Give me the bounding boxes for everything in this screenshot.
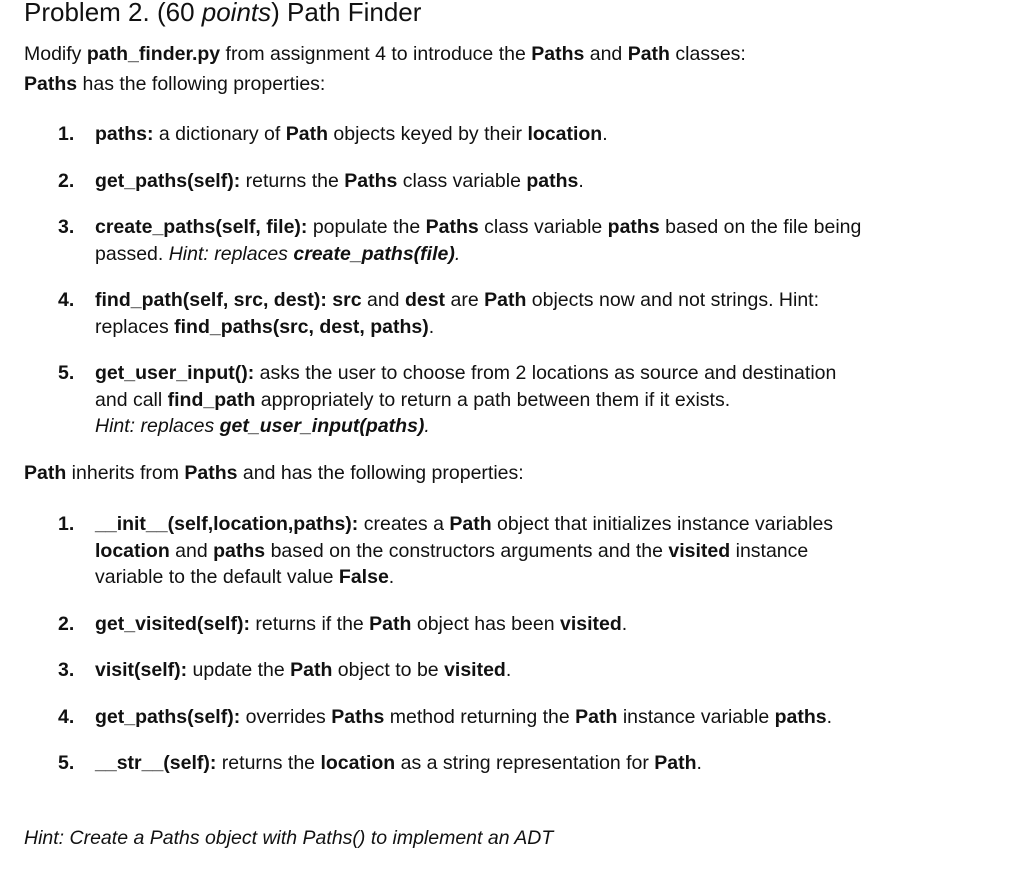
bold-term: Paths [184, 462, 238, 484]
bold-term: visited [559, 613, 622, 635]
bold-term: visit(self): [95, 659, 188, 681]
item-number: 5. [58, 362, 75, 384]
bold-term: Paths [331, 706, 385, 728]
item-number: 5. [58, 752, 75, 774]
text-run: returns the [216, 752, 321, 774]
bold-term: location [95, 539, 170, 562]
bold-term: __str__(self): [95, 752, 217, 774]
final-hint: Hint: Create a Paths object with Paths() to implement an ADT [24, 827, 554, 849]
bold-term: Path [575, 706, 618, 728]
bold-term: dest [404, 289, 446, 311]
text-run: a dictionary of [153, 123, 286, 145]
text-run: . [696, 752, 702, 774]
item-number: 2. [58, 170, 75, 192]
bold-term: get_paths(self): [95, 706, 241, 728]
text-run: variable to the default value [95, 566, 339, 588]
bold-term: src [332, 289, 362, 311]
bold-term: Path [369, 613, 412, 635]
bold-term: __init__(self,location,paths): [95, 513, 359, 535]
text-run: based on the constructors arguments and the [265, 539, 669, 562]
bold-term: Path [290, 659, 333, 681]
text-run: object has been [411, 613, 560, 635]
bold-term: Path [285, 123, 328, 145]
item-line [95, 121, 975, 148]
bold-term: Path [627, 43, 670, 65]
text-run: . [602, 123, 608, 145]
bold-term: create_paths(self, file): [95, 216, 308, 238]
item-line [95, 168, 975, 195]
bold-term: get_visited(self): [95, 613, 250, 635]
title-points: points [201, 0, 272, 27]
bold-term: get_user_input(): [95, 362, 255, 384]
bold-term: find_path(self, src, dest): [95, 289, 327, 311]
item-content [95, 360, 975, 440]
item-content [95, 750, 975, 777]
path-heading [24, 460, 524, 486]
item-line [95, 657, 975, 684]
text-run: . [388, 566, 395, 588]
text-run: and [169, 539, 214, 562]
bold-term: Paths [531, 43, 585, 65]
text-run: returns the [240, 170, 345, 192]
bold-term: location [527, 123, 603, 145]
item-line [95, 413, 975, 440]
bold-term: location [320, 752, 396, 774]
text-run: appropriately to return a path between them if it exists. [255, 388, 731, 411]
item-line [95, 214, 975, 241]
intro-line [24, 41, 746, 67]
item-content [95, 611, 975, 638]
item-line [95, 611, 975, 638]
item-line [95, 314, 975, 341]
text-run: and [584, 43, 628, 65]
bold-term: False [338, 566, 389, 588]
bold-term: get_user_input(paths) [219, 415, 425, 437]
item-content [95, 657, 975, 684]
text-run: populate the [307, 216, 426, 238]
problem-title [24, 0, 421, 28]
text-run: Modify [24, 43, 87, 65]
item-content [95, 214, 975, 267]
text-run: objects now and not strings. Hint: [526, 289, 820, 311]
bold-term: paths [213, 539, 266, 562]
text-run: . [826, 706, 833, 728]
bold-term: paths [774, 706, 827, 728]
bold-term: visited [444, 659, 506, 681]
bold-term: get_paths(self): [95, 170, 241, 192]
paths-heading [24, 71, 325, 97]
bold-term: Paths [425, 216, 479, 238]
text-run: . [578, 170, 584, 192]
text-run: overrides [240, 706, 332, 728]
title-suffix: ) Path Finder [271, 0, 422, 27]
text-run: class variable [397, 170, 527, 192]
item-line [95, 704, 975, 731]
bold-term: paths [526, 170, 579, 192]
text-run: method returning the [384, 706, 576, 728]
item-number: 4. [58, 706, 75, 728]
text-run: passed. [95, 242, 169, 265]
text-run: and call [95, 388, 168, 411]
text-run: has the following properties: [77, 73, 326, 95]
item-content [95, 168, 975, 195]
text-run: . [428, 315, 435, 338]
text-run: update the [187, 659, 291, 681]
item-line [95, 241, 975, 268]
text-run: from assignment 4 to introduce the [220, 43, 532, 65]
text-run: Hint: replaces [168, 242, 294, 265]
text-run: instance variable [617, 706, 775, 728]
text-run: Hint: replaces [95, 415, 220, 437]
text-run: object to be [332, 659, 445, 681]
item-line [95, 287, 975, 314]
text-run: . [621, 613, 628, 635]
bold-term: path_finder.py [86, 43, 221, 65]
item-line [95, 360, 975, 387]
item-number: 3. [58, 216, 75, 238]
text-run: as a string representation for [395, 752, 655, 774]
text-run: instance [730, 539, 809, 562]
bold-term: Paths [24, 73, 78, 95]
bold-term: find_paths(src, dest, paths) [174, 315, 429, 338]
text-run: . [424, 415, 430, 437]
bold-term: find_path [167, 388, 256, 411]
bold-term: Paths [344, 170, 398, 192]
bold-term: Path [24, 462, 67, 484]
text-run: objects keyed by their [328, 123, 528, 145]
item-content [95, 287, 975, 340]
text-run: . [505, 659, 512, 681]
text-run: inherits from [66, 462, 185, 484]
item-line [95, 387, 975, 414]
text-run: are [445, 289, 485, 311]
text-run: object that initializes instance variables [491, 513, 834, 535]
item-line [95, 564, 975, 591]
text-run: and has the following properties: [237, 462, 524, 484]
item-content [95, 704, 975, 731]
item-content [95, 121, 975, 148]
text-run: . [454, 242, 461, 265]
item-number: 1. [58, 513, 75, 535]
bold-term: Path [449, 513, 492, 535]
item-number: 3. [58, 659, 75, 681]
text-run: asks the user to choose from 2 locations as source and destination [254, 362, 837, 384]
text-run: replaces [95, 315, 175, 338]
item-line [95, 511, 975, 538]
item-number: 1. [58, 123, 75, 145]
bold-term: visited [668, 539, 731, 562]
item-content [95, 511, 975, 591]
item-number: 4. [58, 289, 75, 311]
item-line [95, 750, 975, 777]
text-run: and [361, 289, 405, 311]
text-run: returns if the [249, 613, 370, 635]
bold-term: create_paths(file) [293, 242, 455, 265]
text-run: class variable [478, 216, 608, 238]
text-run: based on the file being [659, 216, 862, 238]
bold-term: Path [484, 289, 527, 311]
bold-term: Path [654, 752, 697, 774]
bold-term: paths [607, 216, 660, 238]
title-prefix: Problem 2. (60 [24, 0, 202, 27]
item-line [95, 538, 975, 565]
text-run: classes: [669, 43, 746, 65]
bold-term: paths: [95, 123, 154, 145]
text-run: creates a [358, 513, 450, 535]
item-number: 2. [58, 613, 75, 635]
